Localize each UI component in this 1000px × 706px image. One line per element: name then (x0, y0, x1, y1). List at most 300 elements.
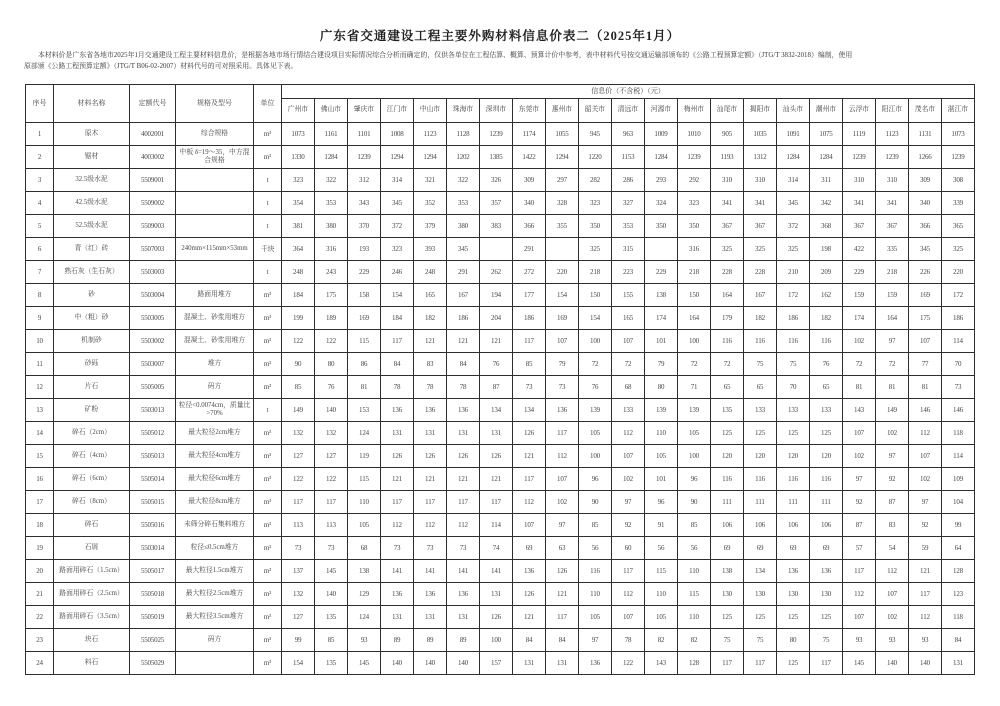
material-name-cell: 路面用碎石（1.5cm） (54, 560, 130, 583)
price-cell: 102 (546, 491, 579, 514)
page-title: 广东省交通建设工程主要外购材料信息价表二（2025年1月） (319, 29, 681, 43)
price-cell: 126 (381, 445, 414, 468)
quota-code-cell: 5503004 (130, 284, 176, 307)
city-header: 广州市 (282, 99, 315, 123)
price-cell: 57 (843, 537, 876, 560)
price-cell: 1312 (744, 146, 777, 169)
price-cell: 84 (513, 629, 546, 652)
material-name-cell: 锯材 (54, 146, 130, 169)
price-cell: 100 (678, 445, 711, 468)
price-cell: 112 (612, 583, 645, 606)
price-cell: 135 (315, 606, 348, 629)
price-cell: 102 (909, 468, 942, 491)
city-header: 肇庆市 (348, 99, 381, 123)
price-cell: 81 (876, 376, 909, 399)
unit-cell: t (254, 169, 282, 192)
price-cell: 113 (282, 514, 315, 537)
price-cell: 357 (480, 192, 513, 215)
price-cell: 93 (348, 629, 381, 652)
price-cell: 1294 (414, 146, 447, 169)
price-cell: 140 (447, 652, 480, 675)
unit-cell: m³ (254, 537, 282, 560)
row-number-cell: 19 (26, 537, 54, 560)
price-cell: 393 (414, 238, 447, 261)
price-cell: 107 (546, 330, 579, 353)
price-cell: 150 (678, 284, 711, 307)
price-cell: 159 (843, 284, 876, 307)
price-cell: 107 (612, 445, 645, 468)
price-cell: 105 (645, 606, 678, 629)
price-cell: 100 (579, 445, 612, 468)
price-cell: 1294 (546, 146, 579, 169)
city-header: 阳江市 (876, 99, 909, 123)
price-cell: 92 (909, 514, 942, 537)
price-cell: 140 (315, 583, 348, 606)
price-cell: 85 (579, 514, 612, 537)
price-cell: 64 (942, 537, 975, 560)
price-cell: 97 (612, 491, 645, 514)
row-number-cell: 23 (26, 629, 54, 652)
price-cell: 169 (348, 307, 381, 330)
table-row (26, 583, 975, 606)
row-number-cell: 21 (26, 583, 54, 606)
unit-cell: m³ (254, 606, 282, 629)
price-cell: 127 (315, 445, 348, 468)
price-cell: 97 (909, 491, 942, 514)
price-cell: 365 (942, 215, 975, 238)
price-cell: 72 (711, 353, 744, 376)
price-cell: 83 (876, 514, 909, 537)
price-cell: 69 (744, 537, 777, 560)
table-row (26, 491, 975, 514)
material-name-cell: 中（粗）砂 (54, 307, 130, 330)
spec-cell (176, 652, 254, 675)
price-cell: 186 (513, 307, 546, 330)
quota-code-cell: 5507003 (130, 238, 176, 261)
price-cell: 130 (777, 583, 810, 606)
price-cell: 84 (546, 629, 579, 652)
price-cell: 116 (810, 468, 843, 491)
spec-cell: 码方 (176, 376, 254, 399)
price-cell: 136 (777, 560, 810, 583)
row-number-cell: 7 (26, 261, 54, 284)
price-cell: 131 (447, 422, 480, 445)
spec-cell: 堆方 (176, 353, 254, 376)
quota-code-cell: 5503013 (130, 399, 176, 422)
unit-cell: m³ (254, 445, 282, 468)
price-cell (480, 238, 513, 261)
price-cell: 164 (876, 307, 909, 330)
price-cell: 120 (711, 445, 744, 468)
price-cell: 164 (711, 284, 744, 307)
price-cell: 117 (711, 652, 744, 675)
price-cell: 116 (777, 330, 810, 353)
price-cell: 116 (810, 330, 843, 353)
price-cell: 54 (876, 537, 909, 560)
price-cell: 204 (480, 307, 513, 330)
material-name-cell: 碎石（4cm） (54, 445, 130, 468)
price-cell: 76 (315, 376, 348, 399)
price-cell: 90 (678, 491, 711, 514)
material-name-cell: 碎石（8cm） (54, 491, 130, 514)
price-cell: 125 (777, 606, 810, 629)
price-cell: 1193 (711, 146, 744, 169)
price-cell: 72 (612, 353, 645, 376)
price-cell: 220 (942, 261, 975, 284)
intro-line-2: 原部颁《公路工程预算定额》（JTG/T B06-02-2007）材料代号的可对照采用。具体见下表。 (24, 63, 298, 71)
unit-cell: m³ (254, 307, 282, 330)
price-cell: 314 (381, 169, 414, 192)
price-cell: 353 (315, 192, 348, 215)
price-cell: 136 (447, 583, 480, 606)
spec-cell: 粒径<0.0074cm，质量比>70% (176, 399, 254, 422)
price-cell: 112 (381, 514, 414, 537)
price-cell: 325 (942, 238, 975, 261)
price-cell: 125 (744, 422, 777, 445)
price-cell: 355 (546, 215, 579, 238)
price-cell: 182 (744, 307, 777, 330)
price-cell: 368 (810, 215, 843, 238)
price-cell: 105 (678, 422, 711, 445)
row-number-cell: 13 (26, 399, 54, 422)
price-cell: 1284 (810, 146, 843, 169)
price-cell: 1009 (645, 123, 678, 146)
price-cell: 85 (513, 353, 546, 376)
table-row (26, 606, 975, 629)
price-cell: 182 (414, 307, 447, 330)
price-cell: 114 (942, 330, 975, 353)
price-cell: 122 (315, 468, 348, 491)
price-cell: 159 (876, 284, 909, 307)
quota-code-cell: 5503014 (130, 537, 176, 560)
price-cell: 140 (876, 652, 909, 675)
price-cell: 100 (678, 330, 711, 353)
price-cell: 341 (711, 192, 744, 215)
price-cell: 323 (282, 169, 315, 192)
price-cell: 186 (447, 307, 480, 330)
quota-code-cell: 5505029 (130, 652, 176, 675)
price-cell: 93 (909, 629, 942, 652)
price-cell: 117 (414, 491, 447, 514)
price-cell: 134 (744, 560, 777, 583)
price-cell: 220 (546, 261, 579, 284)
price-cell: 90 (282, 353, 315, 376)
price-cell: 107 (876, 583, 909, 606)
price-cell: 341 (876, 192, 909, 215)
price-cell: 1119 (843, 123, 876, 146)
table-row (26, 652, 975, 675)
price-cell: 80 (777, 629, 810, 652)
price-cell: 112 (513, 491, 546, 514)
price-cell: 105 (579, 606, 612, 629)
price-cell: 110 (678, 560, 711, 583)
header-material: 材料名称 (54, 85, 130, 123)
unit-cell: 千块 (254, 238, 282, 261)
price-cell: 126 (414, 445, 447, 468)
price-cell: 345 (777, 192, 810, 215)
row-number-cell: 16 (26, 468, 54, 491)
price-cell: 118 (942, 606, 975, 629)
price-cell: 141 (447, 560, 480, 583)
price-cell: 96 (678, 468, 711, 491)
price-cell: 143 (843, 399, 876, 422)
price-cell: 367 (876, 215, 909, 238)
price-cell: 116 (711, 468, 744, 491)
spec-cell: 最大粒径2cm堆方 (176, 422, 254, 445)
city-header: 河源市 (645, 99, 678, 123)
spec-cell: 最大粒径1.5cm堆方 (176, 560, 254, 583)
price-cell: 85 (678, 514, 711, 537)
price-cell: 115 (348, 330, 381, 353)
price-cell: 1266 (909, 146, 942, 169)
price-cell: 323 (678, 192, 711, 215)
price-cell: 56 (678, 537, 711, 560)
price-cell: 112 (447, 514, 480, 537)
price-cell: 139 (579, 399, 612, 422)
price-cell: 198 (810, 238, 843, 261)
price-cell: 422 (843, 238, 876, 261)
price-cell: 63 (546, 537, 579, 560)
price-cell: 293 (645, 169, 678, 192)
price-cell: 69 (711, 537, 744, 560)
price-cell: 107 (513, 514, 546, 537)
price-cell: 78 (447, 376, 480, 399)
price-cell: 82 (645, 629, 678, 652)
price-cell: 383 (480, 215, 513, 238)
price-cell: 73 (546, 376, 579, 399)
price-cell: 175 (315, 284, 348, 307)
price-cell: 218 (579, 261, 612, 284)
quota-code-cell: 5505019 (130, 606, 176, 629)
spec-cell: 最大粒径6cm堆方 (176, 468, 254, 491)
price-cell: 1284 (777, 146, 810, 169)
price-cell: 92 (843, 491, 876, 514)
quota-code-cell: 5503003 (130, 261, 176, 284)
price-cell: 78 (612, 629, 645, 652)
price-cell: 309 (909, 169, 942, 192)
price-cell: 73 (942, 376, 975, 399)
price-cell: 158 (348, 284, 381, 307)
price-cell: 75 (744, 629, 777, 652)
price-cell: 110 (579, 583, 612, 606)
price-cell: 136 (546, 399, 579, 422)
price-cell: 182 (810, 307, 843, 330)
price-cell: 149 (282, 399, 315, 422)
price-cell: 104 (942, 491, 975, 514)
row-number-cell: 24 (26, 652, 54, 675)
price-cell: 125 (711, 606, 744, 629)
price-cell: 117 (513, 330, 546, 353)
price-cell: 106 (744, 514, 777, 537)
price-cell: 97 (876, 330, 909, 353)
price-cell: 121 (447, 468, 480, 491)
price-cell: 112 (876, 560, 909, 583)
price-cell: 340 (909, 192, 942, 215)
price-cell: 127 (282, 606, 315, 629)
price-cell: 246 (381, 261, 414, 284)
price-cell: 372 (777, 215, 810, 238)
material-name-cell: 料石 (54, 652, 130, 675)
price-cell: 73 (381, 537, 414, 560)
quota-code-cell: 5509002 (130, 192, 176, 215)
price-cell: 106 (810, 514, 843, 537)
price-cell: 121 (909, 560, 942, 583)
unit-cell: t (254, 399, 282, 422)
price-cell: 321 (414, 169, 447, 192)
price-cell: 138 (645, 284, 678, 307)
price-cell: 119 (348, 445, 381, 468)
price-cell: 87 (843, 514, 876, 537)
price-cell: 136 (414, 583, 447, 606)
price-cell: 131 (480, 422, 513, 445)
price-cell: 72 (579, 353, 612, 376)
price-cell: 194 (480, 284, 513, 307)
city-header: 潮州市 (810, 99, 843, 123)
price-cell: 366 (513, 215, 546, 238)
unit-cell: m³ (254, 376, 282, 399)
price-cell: 364 (282, 238, 315, 261)
price-cell: 345 (909, 238, 942, 261)
price-cell: 75 (711, 629, 744, 652)
quota-code-cell: 4002001 (130, 123, 176, 146)
header-unit: 单位 (254, 85, 282, 123)
price-cell: 105 (348, 514, 381, 537)
material-name-cell: 42.5级水泥 (54, 192, 130, 215)
price-cell: 218 (678, 261, 711, 284)
spec-cell: 未筛分碎石集料堆方 (176, 514, 254, 537)
city-header: 韶关市 (579, 99, 612, 123)
price-cell: 76 (579, 376, 612, 399)
price-cell: 353 (612, 215, 645, 238)
material-name-cell: 碎石（2cm） (54, 422, 130, 445)
unit-cell: t (254, 215, 282, 238)
price-cell: 69 (513, 537, 546, 560)
price-cell: 286 (612, 169, 645, 192)
price-cell: 117 (546, 606, 579, 629)
price-cell: 96 (579, 468, 612, 491)
quota-code-cell: 5505015 (130, 491, 176, 514)
price-cell: 91 (645, 514, 678, 537)
price-cell: 1284 (315, 146, 348, 169)
price-cell: 102 (876, 422, 909, 445)
price-cell: 339 (942, 192, 975, 215)
quota-code-cell: 5503007 (130, 353, 176, 376)
spec-cell: 最大粒径3.5cm堆方 (176, 606, 254, 629)
price-cell: 141 (414, 560, 447, 583)
price-cell: 1239 (876, 146, 909, 169)
price-cell: 311 (810, 169, 843, 192)
price-cell: 1202 (447, 146, 480, 169)
price-cell: 370 (348, 215, 381, 238)
price-cell: 117 (282, 491, 315, 514)
price-cell: 945 (579, 123, 612, 146)
price-cell: 117 (513, 468, 546, 491)
city-header: 深圳市 (480, 99, 513, 123)
spec-cell: 路面用堆方 (176, 284, 254, 307)
spec-cell: 中板 δ=19～35，中方混合规格 (176, 146, 254, 169)
price-cell: 117 (480, 491, 513, 514)
price-cell: 229 (348, 261, 381, 284)
price-cell: 137 (282, 560, 315, 583)
unit-cell: m³ (254, 560, 282, 583)
price-cell: 372 (381, 215, 414, 238)
price-cell: 322 (315, 169, 348, 192)
price-cell: 75 (777, 353, 810, 376)
price-cell: 154 (546, 284, 579, 307)
price-cell: 110 (645, 583, 678, 606)
price-cell: 1239 (348, 146, 381, 169)
price-cell: 316 (678, 238, 711, 261)
quota-code-cell: 5505016 (130, 514, 176, 537)
material-name-cell: 机制砂 (54, 330, 130, 353)
city-header: 湛江市 (942, 99, 975, 123)
price-cell: 136 (381, 583, 414, 606)
city-header: 云浮市 (843, 99, 876, 123)
price-cell: 125 (810, 422, 843, 445)
table-row (26, 376, 975, 399)
price-cell: 97 (546, 514, 579, 537)
price-cell: 122 (315, 330, 348, 353)
price-cell: 68 (348, 537, 381, 560)
price-cell: 1073 (282, 123, 315, 146)
price-cell: 69 (777, 537, 810, 560)
price-cell: 122 (612, 652, 645, 675)
price-cell: 1220 (579, 146, 612, 169)
price-cell: 116 (744, 330, 777, 353)
price-cell: 1128 (447, 123, 480, 146)
price-cell: 130 (810, 583, 843, 606)
spec-cell: 混凝土、砂浆用堆方 (176, 307, 254, 330)
quota-code-cell: 5505025 (130, 629, 176, 652)
price-cell: 132 (282, 583, 315, 606)
unit-cell: t (254, 192, 282, 215)
price-cell: 165 (414, 284, 447, 307)
price-cell: 112 (414, 514, 447, 537)
price-cell: 81 (909, 376, 942, 399)
price-cell: 174 (843, 307, 876, 330)
price-cell: 323 (579, 192, 612, 215)
row-number-cell: 11 (26, 353, 54, 376)
price-cell: 186 (942, 307, 975, 330)
city-header: 汕尾市 (711, 99, 744, 123)
price-cell: 325 (711, 238, 744, 261)
quota-code-cell: 5509003 (130, 215, 176, 238)
unit-cell: m³ (254, 330, 282, 353)
price-cell: 84 (447, 353, 480, 376)
table-row (26, 192, 975, 215)
price-cell: 132 (315, 422, 348, 445)
row-number-cell: 14 (26, 422, 54, 445)
price-cell: 102 (843, 330, 876, 353)
price-cell: 145 (348, 652, 381, 675)
city-header: 清远市 (612, 99, 645, 123)
price-cell: 963 (612, 123, 645, 146)
table-row (26, 215, 975, 238)
price-cell: 228 (744, 261, 777, 284)
header-price-group: 信息价（不含税）（元） (282, 85, 975, 99)
price-cell: 366 (909, 215, 942, 238)
price-cell: 75 (810, 629, 843, 652)
material-name-cell: 片石 (54, 376, 130, 399)
table-row (26, 169, 975, 192)
price-cell: 102 (843, 445, 876, 468)
quota-code-cell: 5503002 (130, 330, 176, 353)
price-cell: 107 (843, 606, 876, 629)
price-cell: 131 (381, 422, 414, 445)
price-cell: 345 (447, 238, 480, 261)
price-cell: 80 (645, 376, 678, 399)
price-cell: 380 (447, 215, 480, 238)
